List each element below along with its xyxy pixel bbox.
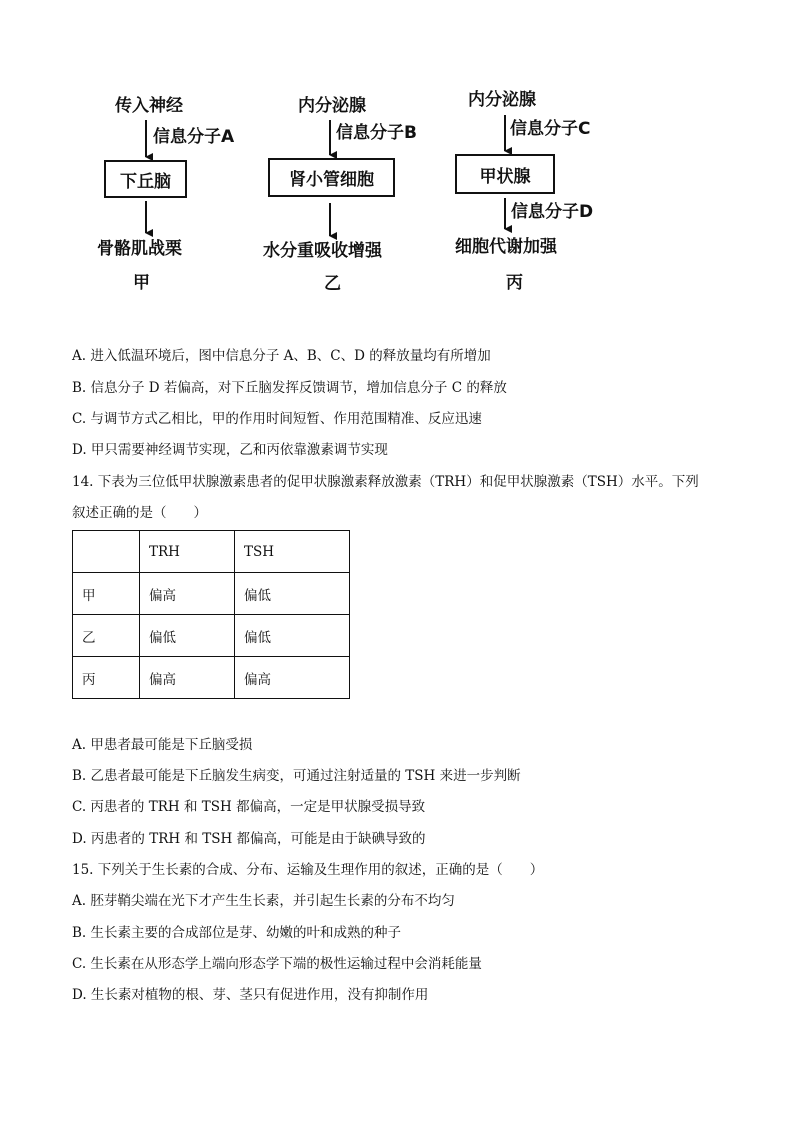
- q15-option-a: A. 胚芽鞘尖端在光下才产生生长素，并引起生长素的分布不均匀: [72, 893, 455, 909]
- q13-option-b: B. 信息分子 D 若偏高，对下丘脑发挥反馈调节，增加信息分子 C 的释放: [72, 380, 507, 396]
- jia-signal-label: 信息分子A: [153, 127, 235, 147]
- jia-top-label: 传入神经: [115, 96, 183, 116]
- q14-stem-line1: 14. 下表为三位低甲状腺激素患者的促甲状腺激素释放激素（TRH）和促甲状腺激素（TSH）水平。下列: [72, 474, 699, 490]
- table-header-cell: TSH: [235, 531, 350, 573]
- table-cell: 偏低: [235, 615, 350, 657]
- table-cell: 甲: [73, 573, 140, 615]
- hormone-table: [72, 530, 350, 699]
- table-row: [73, 573, 350, 615]
- jia-effect-label: 骨骼肌战栗: [97, 239, 182, 259]
- table-header-cell: [73, 531, 140, 573]
- q13-option-c: C. 与调节方式乙相比，甲的作用时间短暂、作用范围精准、反应迅速: [72, 411, 482, 427]
- table-cell: 偏高: [235, 657, 350, 699]
- bing-signal-label: 信息分子C: [510, 119, 591, 139]
- diagram-arrows: [0, 0, 794, 310]
- yi-panel-label: 乙: [324, 274, 341, 294]
- q15-stem: 15. 下列关于生长素的合成、分布、运输及生理作用的叙述，正确的是（ ）: [72, 862, 544, 878]
- q15-option-c: C. 生长素在从形态学上端向形态学下端的极性运输过程中会消耗能量: [72, 956, 482, 972]
- table-cell: 偏高: [140, 657, 235, 699]
- yi-box: 肾小管细胞: [268, 158, 395, 197]
- table-header-cell: TRH: [140, 531, 235, 573]
- q13-option-a: A. 进入低温环境后，图中信息分子 A、B、C、D 的释放量均有所增加: [72, 348, 491, 364]
- table-cell: 丙: [73, 657, 140, 699]
- q14-stem-line2: 叙述正确的是（ ）: [72, 505, 207, 521]
- table-cell: 偏低: [235, 573, 350, 615]
- bing-top-label: 内分泌腺: [468, 90, 536, 110]
- q14-option-c: C. 丙患者的 TRH 和 TSH 都偏高，一定是甲状腺受损导致: [72, 799, 426, 815]
- table-cell: 偏高: [140, 573, 235, 615]
- yi-effect-label: 水分重吸收增强: [263, 241, 382, 261]
- table-header-row: [73, 531, 350, 573]
- q15-option-b: B. 生长素主要的合成部位是芽、幼嫩的叶和成熟的种子: [72, 925, 402, 941]
- table-row: [73, 657, 350, 699]
- q14-option-d: D. 丙患者的 TRH 和 TSH 都偏高，可能是由于缺碘导致的: [72, 831, 426, 847]
- q14-option-a: A. 甲患者最可能是下丘脑受损: [72, 737, 253, 753]
- q14-option-b: B. 乙患者最可能是下丘脑发生病变，可通过注射适量的 TSH 来进一步判断: [72, 768, 521, 784]
- bing-signal2-label: 信息分子D: [511, 202, 594, 222]
- table-row: [73, 615, 350, 657]
- bing-panel-label: 丙: [506, 273, 523, 293]
- table-cell: 乙: [73, 615, 140, 657]
- bing-effect-label: 细胞代谢加强: [455, 237, 557, 257]
- q15-option-d: D. 生长素对植物的根、芽、茎只有促进作用，没有抑制作用: [72, 987, 429, 1003]
- q13-option-d: D. 甲只需要神经调节实现，乙和丙依靠激素调节实现: [72, 442, 388, 458]
- yi-top-label: 内分泌腺: [298, 96, 366, 116]
- bing-box: 甲状腺: [455, 154, 555, 194]
- yi-signal-label: 信息分子B: [336, 123, 417, 143]
- jia-panel-label: 甲: [133, 273, 150, 293]
- jia-box: 下丘脑: [104, 160, 187, 198]
- table-cell: 偏低: [140, 615, 235, 657]
